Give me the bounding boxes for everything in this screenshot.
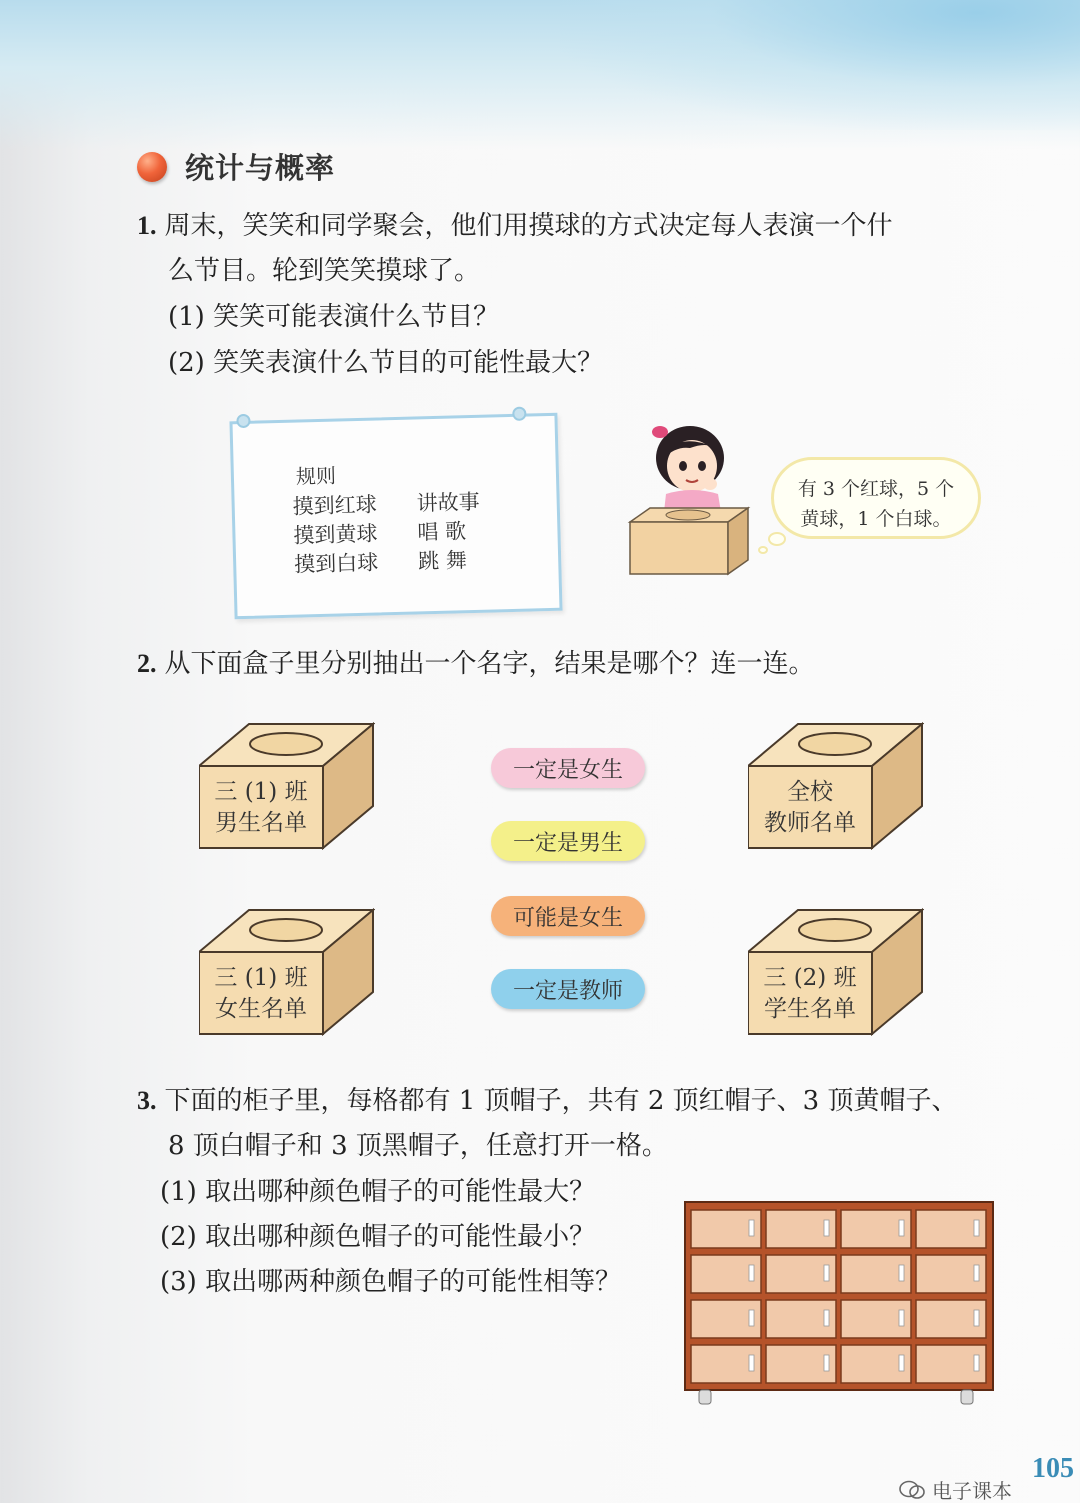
- girl-with-box-illustration: [620, 418, 760, 580]
- bubble-tail-dot: [758, 546, 768, 554]
- option-must-be-boy[interactable]: 一定是男生: [491, 821, 645, 861]
- q1-text-line2: 么节目。轮到笑笑摸球了。: [168, 256, 481, 286]
- box-label-line2: 学生名单: [764, 996, 856, 1022]
- box-label: [199, 952, 323, 1036]
- drawer-handle-icon: [899, 1310, 904, 1326]
- box-label: [199, 766, 323, 850]
- box-label-line1: 三 (1) 班: [214, 779, 308, 805]
- speech-bubble: [771, 457, 981, 539]
- wechat-icon: [898, 1479, 926, 1501]
- q2-line: [137, 648, 815, 680]
- box-label: [748, 952, 872, 1036]
- q3-text-line2: 8 顶白帽子和 3 顶黑帽子，任意打开一格。: [168, 1131, 668, 1161]
- rules-board: [229, 413, 562, 620]
- drawer-handle-icon: [824, 1355, 829, 1371]
- q3-sub3: (3) 取出哪两种颜色帽子的可能性相等？: [160, 1267, 622, 1297]
- hat-cabinet-illustration: [681, 1200, 997, 1406]
- q3-sub1: (1) 取出哪种颜色帽子的可能性最大？: [160, 1177, 596, 1207]
- q3-number: 3.: [137, 1086, 157, 1115]
- rules-list: [292, 488, 481, 580]
- q3-text-line1: 下面的柜子里，每格都有 1 顶帽子，共有 2 顶红帽子、3 顶黄帽子、: [164, 1086, 958, 1116]
- rule-act: 唱 歌: [417, 519, 467, 545]
- bubble-tail-dot: [768, 532, 786, 546]
- q2-text: 从下面盒子里分别抽出一个名字，结果是哪个？连一连。: [164, 649, 815, 679]
- drawer-handle-icon: [899, 1265, 904, 1281]
- drawer-handle-icon: [824, 1220, 829, 1236]
- name-box-teachers: [748, 718, 924, 850]
- q1-sub2: (2) 笑笑表演什么节目的可能性最大？: [168, 348, 604, 378]
- box-label-line1: 全校: [787, 779, 833, 805]
- rules-title: 规则: [295, 463, 337, 489]
- option-may-be-girl[interactable]: 可能是女生: [491, 896, 645, 936]
- rule-draw: 摸到黄球: [293, 521, 378, 548]
- page-number: 105: [1032, 1453, 1074, 1484]
- brand-text: 电子课本: [932, 1479, 1012, 1503]
- option-must-be-teacher[interactable]: 一定是教师: [491, 969, 645, 1009]
- option-must-be-girl[interactable]: 一定是女生: [491, 748, 645, 788]
- pin-icon: [236, 414, 250, 428]
- box-label-line2: 女生名单: [215, 996, 307, 1022]
- bubble-line1: 有 3 个红球，5 个: [797, 478, 955, 500]
- drawer-handle-icon: [749, 1220, 754, 1236]
- drawer-handle-icon: [899, 1220, 904, 1236]
- box-label-line1: 三 (1) 班: [214, 965, 308, 991]
- drawer-handle-icon: [824, 1310, 829, 1326]
- box-label: [748, 766, 872, 850]
- name-box-boys-3-1: [199, 718, 375, 850]
- footer-brand: [898, 1475, 1012, 1503]
- drawer-handle-icon: [749, 1355, 754, 1371]
- rule-act: 跳 舞: [417, 548, 468, 574]
- q1-number: 1.: [137, 211, 157, 240]
- drawer-handle-icon: [899, 1355, 904, 1371]
- section-header: [137, 146, 335, 187]
- q1-sub1: (1) 笑笑可能表演什么节目？: [168, 302, 500, 332]
- section-bullet-icon: [137, 152, 167, 182]
- rule-draw: 摸到白球: [293, 550, 379, 577]
- bubble-line2: 黄球，1 个白球。: [800, 508, 952, 530]
- section-title: 统计与概率: [185, 151, 336, 185]
- rule-draw: 摸到红球: [292, 492, 378, 519]
- q3-sub2: (2) 取出哪种颜色帽子的可能性最小？: [160, 1222, 596, 1252]
- name-box-girls-3-1: [199, 904, 375, 1036]
- box-label-line2: 男生名单: [215, 810, 307, 836]
- q3-line1: [137, 1085, 957, 1117]
- name-box-students-3-2: [748, 904, 924, 1036]
- drawer-handle-icon: [749, 1265, 754, 1281]
- drawer-handle-icon: [974, 1355, 979, 1371]
- rule-act: 讲故事: [416, 489, 480, 516]
- q1-text-line1: 周末，笑笑和同学聚会，他们用摸球的方式决定每人表演一个什: [164, 211, 893, 241]
- drawer-handle-icon: [974, 1310, 979, 1326]
- drawer-handle-icon: [974, 1265, 979, 1281]
- q1-line1: [137, 210, 893, 242]
- drawer-handle-icon: [749, 1310, 754, 1326]
- page-header-background: [0, 0, 1080, 150]
- rule-row: [294, 546, 482, 580]
- box-label-line1: 三 (2) 班: [763, 965, 857, 991]
- q2-number: 2.: [137, 649, 157, 678]
- drawer-handle-icon: [824, 1265, 829, 1281]
- pin-icon: [512, 407, 526, 421]
- box-label-line2: 教师名单: [764, 810, 856, 836]
- drawer-handle-icon: [974, 1220, 979, 1236]
